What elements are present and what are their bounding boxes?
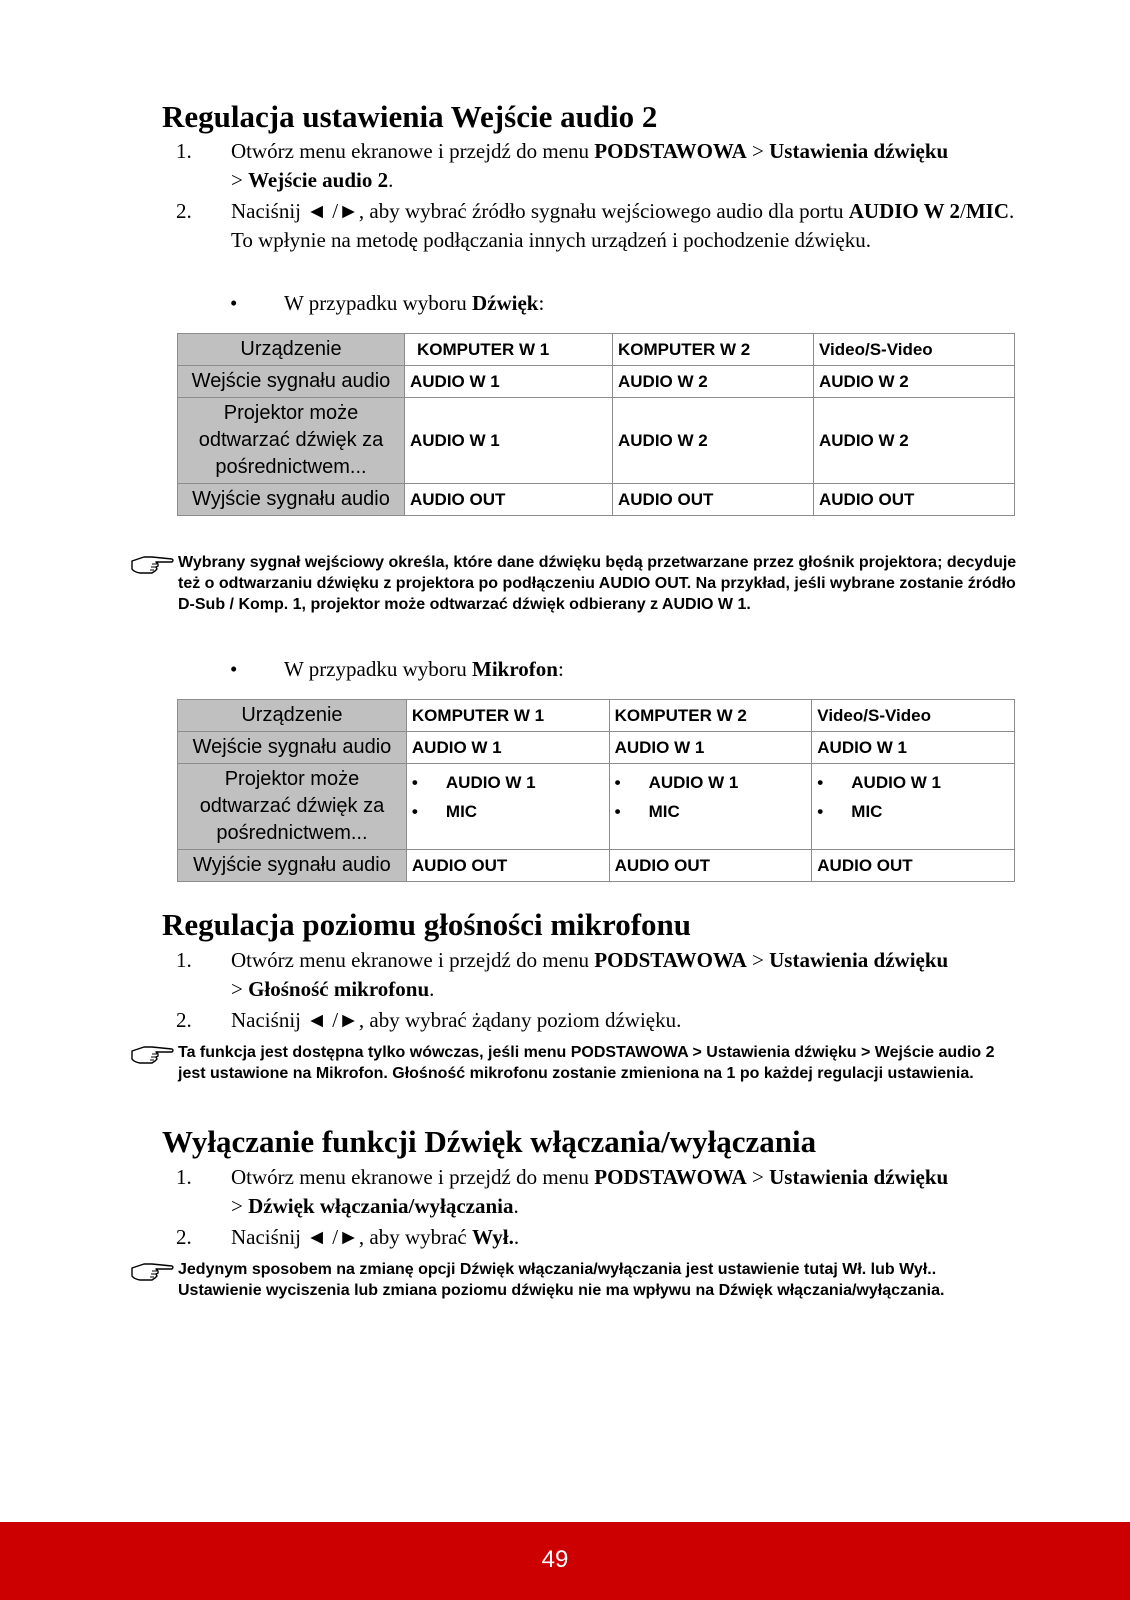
page-number: 49 xyxy=(541,1546,569,1573)
note-input-signal: Wybrany sygnał wejściowy określa, które dane dźwięku będą przetwarzane przez głośnik projektora; decyduje też o odtwarzaniu dźwięku z projektora po podłączeniu AUDIO OUT. Na przykład, jeśli wybrane zostanie źródło D-Sub / Komp. 1, projektor może odtwarzać dźwięk odbierany z AUDIO W 1. xyxy=(130,552,1020,615)
table-row: Urządzenie KOMPUTER W 1 KOMPUTER W 2 Video/S-Video xyxy=(178,700,1015,732)
list-item: • AUDIO W 1 xyxy=(817,773,942,792)
list-item: • MIC xyxy=(614,802,680,821)
list-item: • AUDIO W 1 xyxy=(614,773,739,792)
step-2: 2. Naciśnij ◄ /►, aby wybrać źródło sygnału wejściowego audio dla portu AUDIO W 2/MIC. To wpłynie na metodę podłączania innych urządzeń i pochodzenie dźwięku. xyxy=(176,199,1015,252)
section-title-power-sound: Wyłączanie funkcji Dźwięk włączania/wyłączania xyxy=(162,1124,817,1159)
pointing-hand-icon xyxy=(130,1043,174,1065)
bullet-mikrofon: • W przypadku wyboru Mikrofon: xyxy=(230,657,564,681)
step-1: 1. Otwórz menu ekranowe i przejdź do menu PODSTAWOWA > Ustawienia dźwięku > Głośność mikrofonu. xyxy=(176,948,949,1001)
audio-table-mikrofon xyxy=(177,699,1015,882)
list-item: • AUDIO W 1 xyxy=(411,773,536,792)
table-row: Urządzenie KOMPUTER W 1 KOMPUTER W 2 Video/S-Video xyxy=(178,334,1015,366)
page-footer-bar xyxy=(0,1522,1130,1600)
note-mic-volume: Ta funkcja jest dostępna tylko wówczas, jeśli menu PODSTAWOWA > Ustawienia dźwięku > Wejście audio 2 jest ustawione na Mikrofon. Głośność mikrofonu zostanie zmieniona na 1 po każdej regulacji ustawienia. xyxy=(130,1042,1020,1084)
step-2: 2. Naciśnij ◄ /►, aby wybrać Wył.. xyxy=(176,1225,520,1249)
table-row: Wyjście sygnału audio AUDIO OUT AUDIO OUT AUDIO OUT xyxy=(178,484,1015,516)
pointing-hand-icon xyxy=(130,1260,174,1282)
table-row: Projektor może odtwarzać dźwięk za pośrednictwem... AUDIO W 1 AUDIO W 2 AUDIO W 2 xyxy=(178,398,1015,484)
table-row: Wejście sygnału audio AUDIO W 1 AUDIO W 2 AUDIO W 2 xyxy=(178,366,1015,398)
step-1: 1. Otwórz menu ekranowe i przejdź do menu PODSTAWOWA > Ustawienia dźwięku > Dźwięk włączania/wyłączania. xyxy=(176,1165,949,1218)
note-power-sound: Jedynym sposobem na zmianę opcji Dźwięk włączania/wyłączania jest ustawienie tutaj Wł. lub Wył.. Ustawienie wyciszenia lub zmiana poziomu dźwięku nie ma wpływu na Dźwięk włączania/wyłączania. xyxy=(130,1259,1020,1301)
list-item: • MIC xyxy=(411,802,478,821)
table-row: Wejście sygnału audio AUDIO W 1 AUDIO W 1 AUDIO W 1 xyxy=(178,732,1015,764)
section-title-mic-volume: Regulacja poziomu głośności mikrofonu xyxy=(162,907,692,942)
table-row: Projektor może odtwarzać dźwięk za pośrednictwem... • AUDIO W 1 • MIC • AUDIO W 1 • MIC • AUDIO W 1 • MIC xyxy=(178,764,1015,850)
list-item: • MIC xyxy=(817,802,883,821)
step-1: 1. Otwórz menu ekranowe i przejdź do menu PODSTAWOWA > Ustawienia dźwięku > Wejście audio 2. xyxy=(176,139,949,192)
table-row: Wyjście sygnału audio AUDIO OUT AUDIO OUT AUDIO OUT xyxy=(178,850,1015,882)
section-title-audio-input-2: Regulacja ustawienia Wejście audio 2 xyxy=(162,99,658,134)
bullet-dzwiek: • W przypadku wyboru Dźwięk: xyxy=(230,291,545,315)
pointing-hand-icon xyxy=(130,553,174,575)
step-2: 2. Naciśnij ◄ /►, aby wybrać żądany poziom dźwięku. xyxy=(176,1008,682,1032)
audio-table-dzwiek xyxy=(177,333,1015,516)
